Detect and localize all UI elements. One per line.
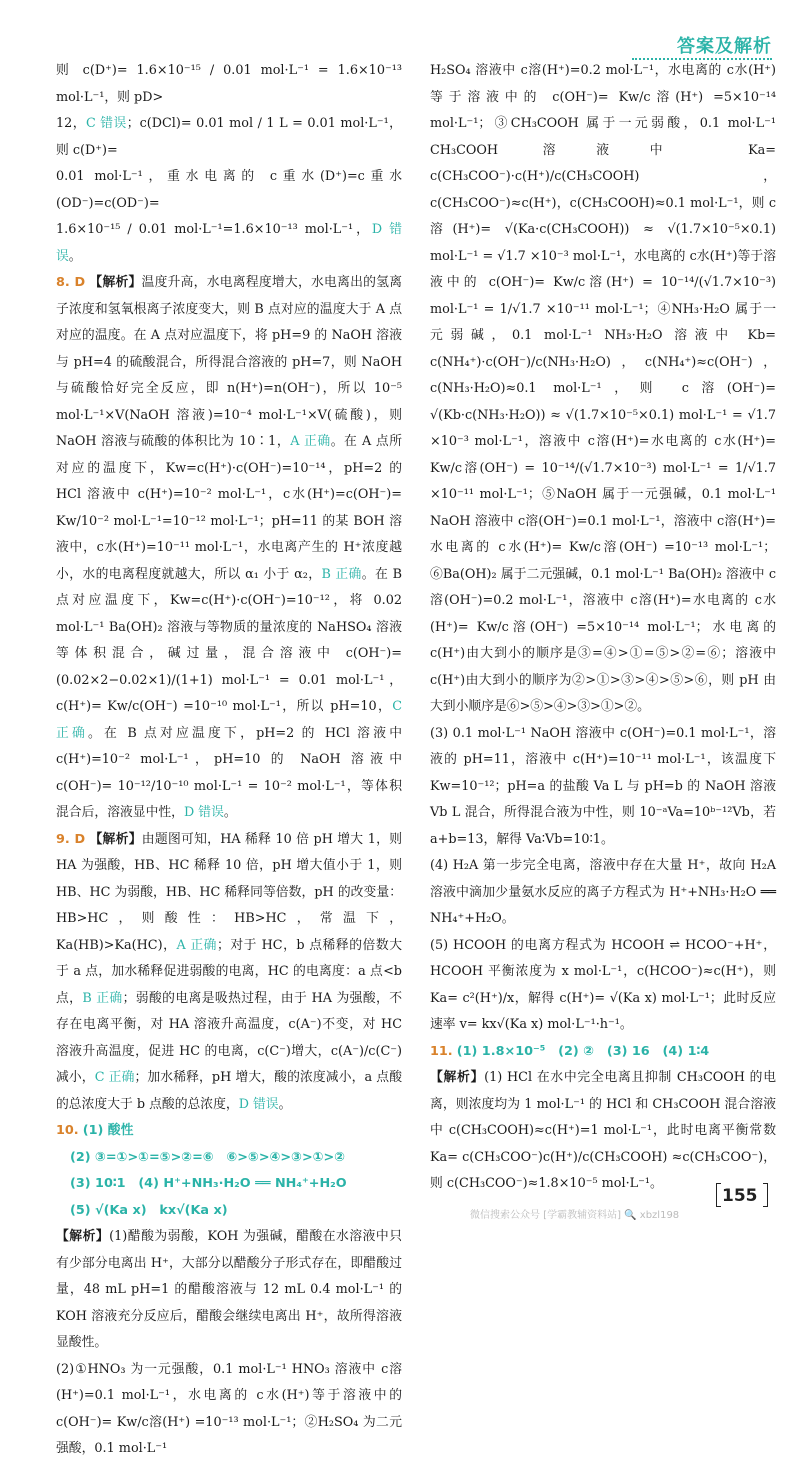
answer-line: (2) ③=①>①=⑤>②=⑥ ⑥>⑤>④>③>①>② (70, 1149, 346, 1165)
watermark: 微信搜索公众号 [学霸教辅资料站] 🔍 xbzl198 (470, 1210, 680, 1221)
analysis-tag: 【解析】 (89, 831, 142, 847)
line: 1.6×10⁻¹⁵ / 0.01 mol·L⁻¹=1.6×10⁻¹³ mol·L⁻¹，D 错误。 (56, 222, 402, 264)
question-11-answers (430, 1039, 776, 1066)
verdict-correct: C 正确 (94, 1070, 135, 1085)
line: 则 c(D⁺)= 1.6×10⁻¹⁵ / 0.01 mol·L⁻¹ = 1.6×10⁻¹³ mol·L⁻¹，则 pD> (56, 63, 402, 105)
question-10-answers (56, 1118, 402, 1145)
question-8-block: 8. D 【解析】温度升高，水电离程度增大，水电离出的氢离子浓度和氢氧根离子浓度变大，则 B 点对应的温度大于 A 点对应的温度。在 A 点对应温度下，将 pH=9 的 NaOH 溶液与 pH=4 的硫酸混合，所得混合溶液的 pH=7，则 NaOH 与硫酸恰好完全反应，即 n(H⁺)=n(OH⁻)，所以 10⁻⁵ mol·L⁻¹×V(NaOH 溶液)=10⁻⁴ mol·L⁻¹×V(硫酸)，则 NaOH 溶液与硫酸的体积比为 10∶1，A 正确。在 A 点所对应的温度下，Kw=c(H⁺)·c(OH⁻)=10⁻¹⁴，pH=2 的 HCl 溶液中 c(H⁺)=10⁻² mol·L⁻¹，c水(H⁺)=c(OH⁻)= Kw/10⁻² mol·L⁻¹=10⁻¹² mol·L⁻¹；pH=11 的某 BOH 溶液中，c水(H⁺)=10⁻¹¹ mol·L⁻¹，水电离产生的 H⁺浓度越小，水的电离程度就越大，所以 α₁ 小于 α₂，B 正确。在 B 点对应温度下，Kw=c(H⁺)·c(OH⁻)=10⁻¹²，将 0.02 mol·L⁻¹ Ba(OH)₂ 溶液与等物质的量浓度的 NaHSO₄ 溶液等体积混合，碱过量，混合溶液中 c(OH⁻)= (0.02×2−0.02×1)/(1+1) mol·L⁻¹ = 0.01 mol·L⁻¹，c(H⁺)= Kw/c(OH⁻) =10⁻¹⁰ mol·L⁻¹，所以 pH=10，C 正确。在 B 点对应温度下，pH=2 的 HCl 溶液中 c(H⁺)=10⁻² mol·L⁻¹，pH=10 的 NaOH 溶液中 c(OH⁻)= 10⁻¹²/10⁻¹⁰ mol·L⁻¹ = 10⁻² mol·L⁻¹，等体积混合后，溶液显中性，D 错误。 (56, 275, 403, 820)
question-number: 10. (56, 1123, 79, 1138)
page-number-bracket (716, 1183, 721, 1207)
question-number: 11. (430, 1043, 453, 1059)
question-number: 9. D (56, 831, 86, 847)
paragraph: (5) HCOOH 的电离方程式为 HCOOH ⇌ HCOO⁻+H⁺，HCOOH 平衡浓度为 x mol·L⁻¹，c(HCOO⁻)≈c(H⁺)，则 Ka= c²(H⁺)/x，解得 c(H⁺)= √(Ka x) mol·L⁻¹；此时反应速率 v= kx√(Ka x) mol·L⁻¹·h⁻¹。 (430, 937, 776, 1032)
paragraph: (4) H₂A 第一步完全电离，溶液中存在大量 H⁺，故向 H₂A 溶液中滴加少量氨水反应的离子方程式为 H⁺+NH₃·H₂O ══ NH₄⁺+H₂O。 (430, 858, 776, 926)
question-9-block: 9. D 【解析】由题图可知，HA 稀释 10 倍 pH 增大 1，则 HA 为强酸，HB、HC 稀释 10 倍，pH 增大值小于 1，则 HB、HC 为弱酸，HB、HC 稀释同等倍数，pH 的改变量：HB>HC，则酸性：HB>HC，常温下，Ka(HB)>Ka(HC)，A 正确；对于 HC，b 点稀释的倍数大于 a 点，加水稀释促进弱酸的电离，HC 的电离度：a 点<b 点，B 正确；弱酸的电离是吸热过程，由于 HA 为强酸，不存在电离平衡，对 HA 溶液升高温度，c(A⁻)不变，对 HC 溶液升高温度，促进 HC 的电离，c(C⁻)增大，c(A⁻)/c(C⁻) 减小，C 正确；加水稀释，pH 增大，酸的浓度减小，a 点酸的总浓度大于 b 点酸的总浓度，D 错误。 (56, 831, 403, 1112)
verdict-correct: B 正确 (82, 990, 123, 1006)
verdict-correct: C 正确 (56, 699, 402, 741)
right-column (430, 58, 776, 1198)
verdict-correct: A 正确 (290, 434, 331, 449)
answer-line: (1) 酸性 (82, 1123, 134, 1138)
paragraph: (3) 0.1 mol·L⁻¹ NaOH 溶液中 c(OH⁻)=0.1 mol·L⁻¹，溶液的 pH=11，溶液中 c(H⁺)=10⁻¹¹ mol·L⁻¹，该温度下 Kw=10⁻¹²；pH=a 的盐酸 Va L 与 pH=b 的 NaOH 溶液 Vb L 混合，所得混合液为中性，则 10⁻ᵃVa=10ᵇ⁻¹²Vb，若 a+b=13，解得 Va∶Vb=10∶1。 (430, 725, 776, 847)
analysis-tag: 【解析】 (89, 275, 142, 290)
verdict-wrong: C 错误 (85, 116, 127, 131)
verdict-wrong: D 错误 (56, 222, 402, 264)
paragraph: (2)①HNO₃ 为一元强酸，0.1 mol·L⁻¹ HNO₃ 溶液中 c溶(H⁺)=0.1 mol·L⁻¹，水电离的 c水(H⁺)等于溶液中的 c(OH⁻)= Kw/c溶(H⁺) =10⁻¹³ mol·L⁻¹；②H₂SO₄ 为二元强酸，0.1 mol·L⁻¹ (56, 1361, 402, 1456)
answer-line: (1) 1.8×10⁻⁵ (2) ② (3) 16 (4) 1∶4 (456, 1043, 710, 1059)
answer-line: (5) √(Ka x) kx√(Ka x) (70, 1202, 228, 1218)
section-header: 答案及解析 (677, 36, 772, 57)
question-11-analysis: 【解析】(1) HCl 在水中完全电离且抑制 CH₃COOH 的电离，则浓度均为 1 mol·L⁻¹ 的 HCl 和 CH₃COOH 混合溶液中 c(CH₃COOH)≈c(H⁺)=1 mol·L⁻¹，此时电离平衡常数 Ka= c(CH₃COO⁻)c(H⁺)/c(CH₃COOH) ≈c(CH₃COO⁻)，则 c(CH₃COO⁻)≈1.8×10⁻⁵ mol·L⁻¹。 (430, 1070, 776, 1191)
analysis-tag: 【解析】 (430, 1070, 485, 1085)
analysis-tag: 【解析】 (56, 1229, 110, 1244)
line: 0.01 mol·L⁻¹，重水电离的 c重水(D⁺)=c重水(OD⁻)=c(OD⁻)= (56, 169, 402, 211)
answer-line: (3) 10∶1 (4) H⁺+NH₃·H₂O ══ NH₄⁺+H₂O (70, 1176, 347, 1191)
question-number: 8. D (56, 275, 86, 290)
verdict-wrong: D 错误 (183, 805, 224, 820)
verdict-correct: A 正确 (176, 937, 217, 953)
verdict-correct: B 正确 (321, 566, 362, 582)
page-number: 155 (722, 1186, 758, 1206)
left-column (56, 58, 402, 1463)
verdict-wrong: D 错误 (238, 1096, 279, 1112)
question-10-analysis: 【解析】(1)醋酸为弱酸，KOH 为强碱，醋酸在水溶液中只有少部分电离出 H⁺，大部分以醋酸分子形式存在，即醋酸过量，48 mL pH=1 的醋酸溶液与 12 mL 0.4 mol·L⁻¹ 的 KOH 溶液充分反应后，醋酸会继续电离出 H⁺，故所得溶液显酸性。 (56, 1229, 403, 1350)
paragraph: H₂SO₄ 溶液中 c溶(H⁺)=0.2 mol·L⁻¹，水电离的 c水(H⁺)等于溶液中的 c(OH⁻)= Kw/c溶(H⁺) =5×10⁻¹⁴ mol·L⁻¹；③CH₃COOH 属于一元弱酸，0.1 mol·L⁻¹ CH₃COOH 溶液中 Ka= c(CH₃COO⁻)·c(H⁺)/c(CH₃COOH)，c(CH₃COO⁻)≈c(H⁺)，c(CH₃COOH)≈0.1 mol·L⁻¹，则 c溶(H⁺)= √(Ka·c(CH₃COOH)) ≈ √(1.7×10⁻⁵×0.1) mol·L⁻¹ = √1.7 ×10⁻³ mol·L⁻¹，水电离的 c水(H⁺)等于溶液中的 c(OH⁻)= Kw/c溶(H⁺) = 10⁻¹⁴/(√1.7×10⁻³) mol·L⁻¹ = 1/√1.7 ×10⁻¹¹ mol·L⁻¹；④NH₃·H₂O 属于一元弱碱，0.1 mol·L⁻¹ NH₃·H₂O 溶液中 Kb= c(NH₄⁺)·c(OH⁻)/c(NH₃·H₂O)，c(NH₄⁺)≈c(OH⁻)，c(NH₃·H₂O)≈0.1 mol·L⁻¹，则 c溶(OH⁻)= √(Kb·c(NH₃·H₂O)) ≈ √(1.7×10⁻⁵×0.1) mol·L⁻¹ = √1.7 ×10⁻³ mol·L⁻¹，溶液中 c溶(H⁺)=水电离的 c水(H⁺)= Kw/c溶(OH⁻) = 10⁻¹⁴/(√1.7×10⁻³) mol·L⁻¹ = 1/√1.7 ×10⁻¹¹ mol·L⁻¹；⑤NaOH 属于一元强碱，0.1 mol·L⁻¹ NaOH 溶液中 c溶(OH⁻)=0.1 mol·L⁻¹，溶液中 c溶(H⁺)=水电离的 c水(H⁺)= Kw/c溶(OH⁻) =10⁻¹³ mol·L⁻¹；⑥Ba(OH)₂ 属于二元强碱，0.1 mol·L⁻¹ Ba(OH)₂ 溶液中 c溶(OH⁻)=0.2 mol·L⁻¹，溶液中 c溶(H⁺)=水电离的 c水(H⁺)= Kw/c溶(OH⁻) =5×10⁻¹⁴ mol·L⁻¹；水电离的 c(H⁺)由大到小的顺序是③=④>①=⑤>②=⑥；溶液中 c(H⁺)由大到小的顺序为②>①>③>④>⑤>⑥，则 pH 由大到小顺序是⑥>⑤>④>③>①>②。 (430, 63, 776, 714)
line: 12，C 错误；c(DCl)= 0.01 mol / 1 L = 0.01 mol·L⁻¹，则 c(D⁺)= (56, 116, 402, 158)
page-number-bracket (763, 1183, 768, 1207)
